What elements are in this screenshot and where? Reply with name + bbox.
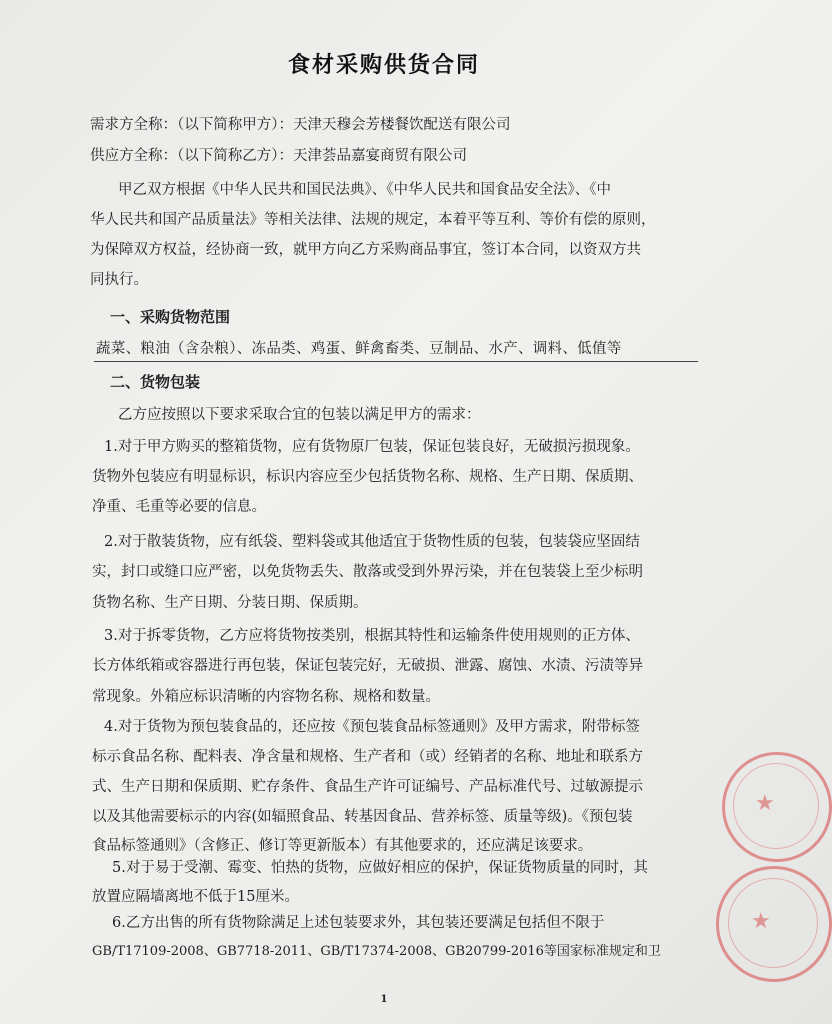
item5-line1: 5.对于易于受潮、霉变、怕热的货物，应做好相应的保护，保证货物质量的同时，其 — [112, 860, 648, 876]
page-number: 1 — [380, 994, 388, 1005]
section2-intro: 乙方应按照以下要求采取合宜的包装以满足甲方的需求： — [118, 407, 481, 423]
item3-line3: 常现象。外箱应标识清晰的内容物名称、规格和数量。 — [92, 689, 440, 705]
company-seal-upper: ★ — [722, 752, 832, 862]
item2-line3: 货物名称、生产日期、分装日期、保质期。 — [92, 595, 368, 611]
company-seal-lower: ★ — [716, 866, 832, 982]
item4-line1: 4.对于货物为预包装食品的，还应按《预包装食品标签通则》及甲方需求，附带标签 — [104, 719, 640, 735]
item4-line2: 标示食品名称、配料表、净含量和规格、生产者和（或）经销者的名称、地址和联系方 — [92, 749, 643, 765]
intro-line-4: 同执行。 — [90, 272, 148, 288]
document-title: 食材采购供货合同 — [287, 52, 480, 78]
item3-line2: 长方体纸箱或容器进行再包装，保证包装完好，无破损、泄露、腐蚀、水渍、污渍等异 — [92, 658, 643, 674]
item4-line3: 式、生产日期和保质期、贮存条件、食品生产许可证编号、产品标准代号、过敏源提示 — [92, 779, 643, 795]
item1-line1: 1.对于甲方购买的整箱货物，应有货物原厂包装，保证包装良好，无破损污损现象。 — [104, 439, 640, 455]
item4-line5: 食品标签通则》（含修正、修订等更新版本）有其他要求的，还应满足该要求。 — [92, 838, 593, 854]
section1-heading: 一、采购货物范围 — [110, 308, 231, 326]
item6-line2: GB/T17109-2008、GB7718-2011、GB/T17374-2008、GB20799-2016等国家标准规定和卫 — [92, 944, 661, 959]
section1-scope: 蔬菜、粮油（含杂粮）、冻品类、鸡蛋、鲜禽畜类、豆制品、水产、调料、低值等 — [96, 341, 622, 357]
seller-line: 供应方全称：（以下简称乙方）：天津荟品嘉宴商贸有限公司 — [90, 148, 467, 164]
buyer-line: 需求方全称：（以下简称甲方）：天津天穆会芳楼餐饮配送有限公司 — [90, 117, 511, 133]
item3-line1: 3.对于拆零货物，乙方应将货物按类别，根据其特性和运输条件使用规则的正方体、 — [104, 628, 640, 644]
item2-line2: 实，封口或缝口应严密，以免货物丢失、散落或受到外界污染，并在包装袋上至少标明 — [92, 564, 643, 580]
intro-line-2: 华人民共和国产品质量法》等相关法律、法规的规定，本着平等互利、等价有偿的原则， — [90, 212, 656, 228]
item4-line4: 以及其他需要标示的内容(如辐照食品、转基因食品、营养标签、质量等级)。《预包装 — [92, 809, 633, 825]
scope-underline — [94, 361, 698, 362]
item1-line2: 货物外包装应有明显标识，标识内容应至少包括货物名称、规格、生产日期、保质期、 — [92, 469, 643, 485]
item2-line1: 2.对于散装货物，应有纸袋、塑料袋或其他适宜于货物性质的包装，包装袋应坚固结 — [104, 534, 640, 550]
item6-line1: 6.乙方出售的所有货物除满足上述包装要求外，其包装还要满足包括但不限于 — [112, 915, 605, 931]
item1-line3: 净重、毛重等必要的信息。 — [92, 499, 266, 515]
intro-line-1: 甲乙双方根据《中华人民共和国民法典》、《中华人民共和国食品安全法》、《中 — [118, 182, 611, 198]
section2-heading: 二、货物包装 — [110, 373, 201, 391]
item5-line2: 放置应隔墙离地不低于15厘米。 — [92, 889, 299, 905]
intro-line-3: 为保障双方权益，经协商一致，就甲方向乙方采购商品事宜，签订本合同，以资双方共 — [90, 242, 641, 258]
